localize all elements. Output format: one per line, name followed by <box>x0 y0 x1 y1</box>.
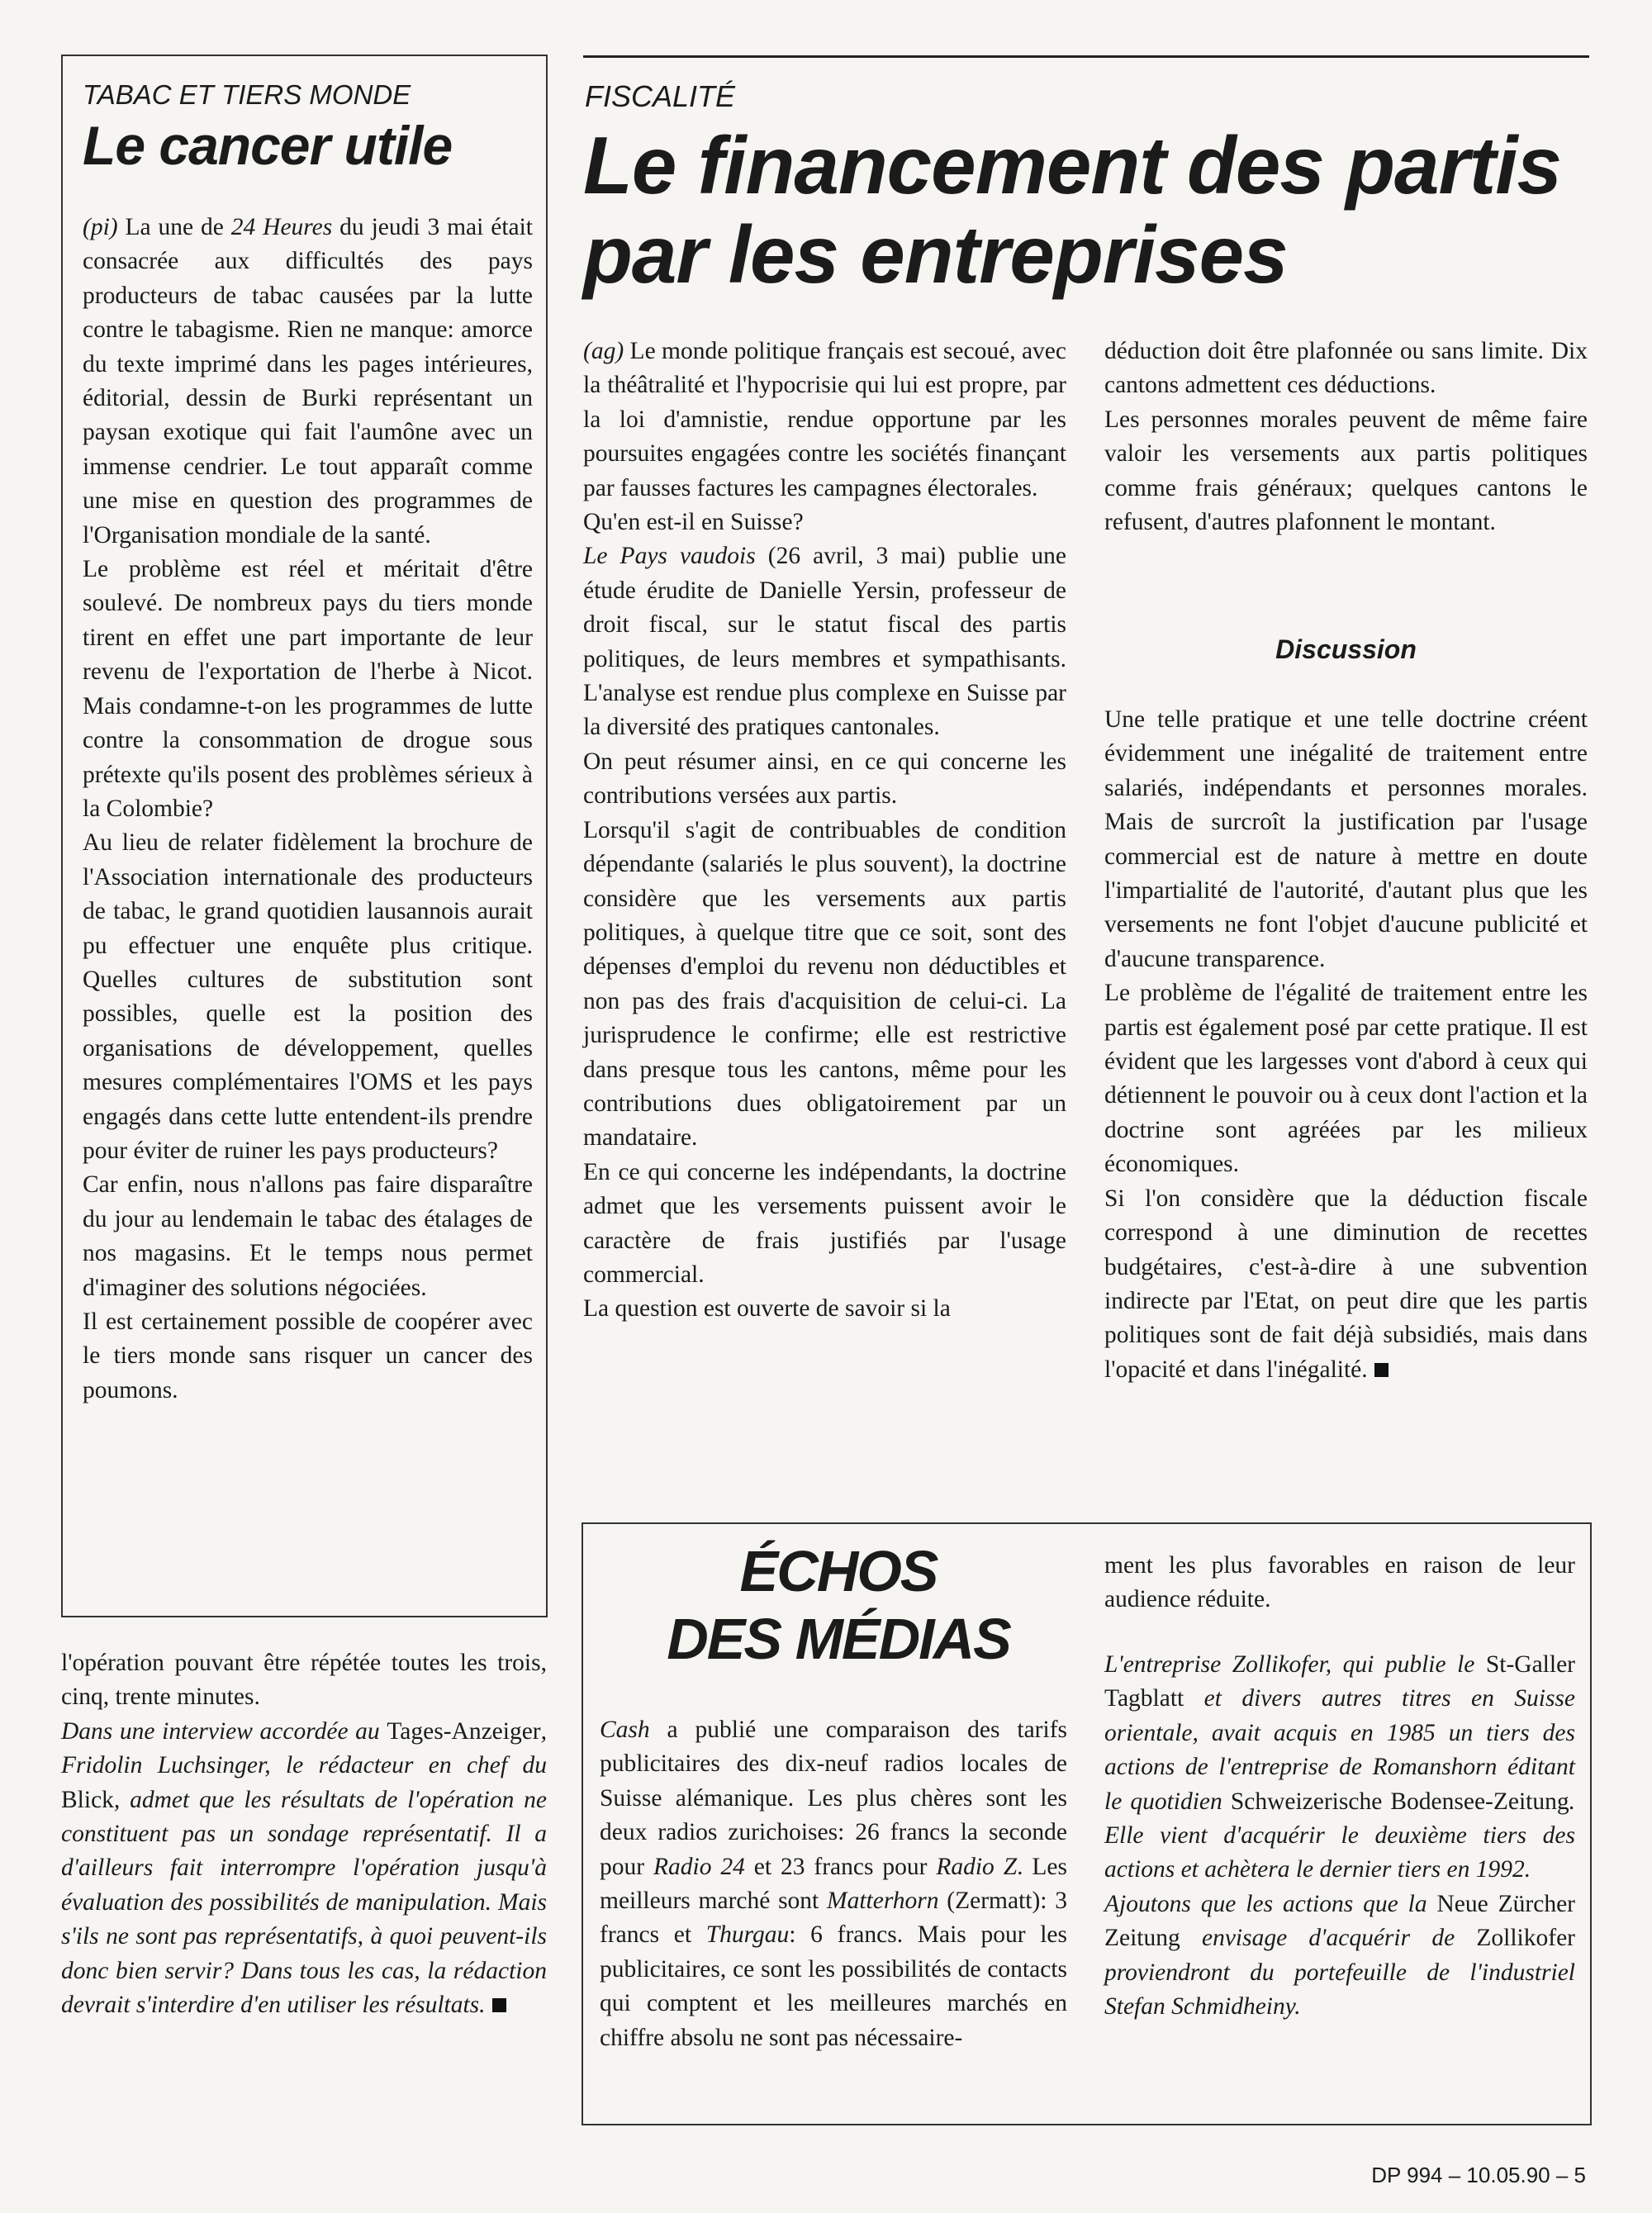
end-square-icon <box>1374 1363 1389 1377</box>
echos-col1 <box>600 1713 1067 2055</box>
italic-span: Matterhorn <box>827 1888 939 1915</box>
echos-col2-a <box>1104 1549 1575 1617</box>
italic-span: 24 Heures <box>230 214 333 240</box>
text-span: . Les meilleurs marché sont <box>600 1853 1067 1915</box>
text-span: du jeudi 3 mai était consacrée aux difficultés des pays producteurs de tabac causées par la lutte contre le tabagisme. Rien ne manque: amorce du texte imprimé dans les pages intérieures, éditorial, dessin de Burki représentant un paysan exotique qui fait l'aumône avec un immense cendrier. Le tout apparaît comme une mise en question des programmes de l'Organisation mondiale de la santé. <box>83 214 534 549</box>
text-span: Blick <box>61 1786 114 1813</box>
paragraph: On peut résumer ainsi, en ce qui concerne les contributions versées aux partis. <box>583 748 1066 810</box>
paragraph: Si l'on considère que la déduction fiscale correspond à une diminution de recettes budgétaires, c'est-à-dire à une subvention indirecte par l'Etat, on peut dire que les partis politiques sont de fait déjà subsidiés, mais dans l'opacité et dans l'inégalité. <box>1104 1185 1588 1383</box>
main-article-col1 <box>583 335 1066 1327</box>
paragraph: Lorsqu'il s'agit de contribuables de condition dépendante (salariés le plus souvent), la doctrine considère que les versements aux partis politiques, à quelque titre que ce soit, sont des dépenses d'emploi du revenu non déductibles et non pas des frais d'acquisition de celui-ci. La jurisprudence le confirme; elle est restrictive dans presque tous les cantons, même pour les contributions dues obligatoirement par un mandataire. <box>583 816 1066 1152</box>
paragraph <box>1104 1888 1575 2025</box>
italic-span: Radio Z <box>936 1853 1018 1880</box>
main-article-title-line1: Le financement des partis <box>583 120 1562 211</box>
left-continued-body <box>61 1646 547 2022</box>
text-span: Neue Zürcher Zeitung <box>1104 1890 1575 1952</box>
paragraph: Qu'en est-il en Suisse? <box>583 509 804 536</box>
main-article-kicker: FISCALITÉ <box>585 79 736 113</box>
page-footer: DP 994 – 10.05.90 – 5 <box>1371 2163 1586 2187</box>
main-article-top-rule <box>583 55 1589 58</box>
italic-span: envisage d'acquérir de <box>1180 1925 1477 1952</box>
text-span: Le monde politique français est secoué, avec la théâtralité et l'hypocrisie qui lui est propre, par la loi d'amnistie, rendue opportune par les poursuites engagées contre les sociétés finançant par fausses factures les campagnes électorales. <box>583 338 1066 501</box>
paragraph: déduction doit être plafonnée ou sans limite. Dix cantons admettent ces déductions. <box>1104 338 1588 399</box>
text-span: St-Galler Tagblatt <box>1104 1651 1575 1712</box>
paragraph <box>600 1713 1067 2055</box>
paragraph <box>1104 1648 1575 1888</box>
discussion-subheading: Discussion <box>1275 634 1417 664</box>
text-span: Tages-Anzeiger <box>387 1717 541 1745</box>
italic-span: proviendront du portefeuille de l'industriel Stefan Schmidheiny. <box>1104 1959 1575 2021</box>
italic-span: Le Pays vaudois <box>583 543 756 570</box>
main-article-col2-b <box>1104 703 1588 1387</box>
italic-span: . Elle vient d'acquérir le deuxième tiers des actions et achètera le dernier tiers en 1992. <box>1104 1788 1575 1883</box>
paragraph <box>61 1715 547 2023</box>
paragraph: l'opération pouvant être répétée toutes les trois, cinq, trente minutes. <box>61 1650 547 1711</box>
paragraph: Une telle pratique et une telle doctrine créent évidemment une inégalité de traitement entre salariés, indépendants et personnes morales. Mais de surcroît la justification par l'usage commercial est de nature à mettre en doute l'impartialité de l'autorité, d'autant plus que les versements ne font l'objet d'aucune publicité et d'aucune transparence. <box>1104 706 1588 972</box>
italic-span: Cash <box>600 1717 650 1743</box>
text-span: La une de <box>117 214 231 240</box>
italic-span: (ag) <box>583 338 624 364</box>
paragraph: Les personnes morales peuvent de même faire valoir les versements aux partis politiques comme frais généraux; quelques cantons le refusent, d'autres plafonnent le montant. <box>1104 406 1588 536</box>
text-span: Schweizerische Bodensee-Zeitung <box>1230 1788 1569 1815</box>
paragraph: ment les plus favorables en raison de leur audience réduite. <box>1104 1552 1575 1613</box>
paragraph: En ce qui concerne les indépendants, la doctrine admet que les versements puissent avoir le caractère de frais justifiés par l'usage commercial. <box>583 1158 1066 1288</box>
paragraph: La question est ouverte de savoir si la <box>583 1295 951 1323</box>
left-article-body <box>83 211 533 1408</box>
main-article-col2-a <box>1104 335 1588 539</box>
paragraph <box>583 335 1066 506</box>
italic-span: , Fridolin Luchsinger, le rédacteur en chef du <box>61 1717 547 1779</box>
paragraph: Le problème de l'égalité de traitement entre les partis est également posé par cette pratique. Il est évident que les largesses vont d'abord à ceux qui détiennent le pouvoir ou à ceux dont l'action et la doctrine sont agréées par les milieux économiques. <box>1104 980 1588 1178</box>
text-span: : 6 francs. Mais pour les publicitaires, ce sont les possibilités de contacts qui comptent et les meilleures marchés en chiffre absolu ne sont pas nécessaire- <box>600 1921 1067 2051</box>
italic-span: L'entreprise Zollikofer, qui publie le <box>1104 1651 1486 1678</box>
italic-span: Thurgau <box>705 1921 790 1949</box>
left-article-title: Le cancer utile <box>83 115 453 176</box>
italic-span: Radio 24 <box>653 1853 745 1880</box>
text-span: a publié une comparaison des tarifs publicitaires des dix-neuf radios locales de Suisse alémanique. Les plus chères sont les deux radios zurichoises: 26 francs la seconde pour <box>600 1717 1067 1880</box>
italic-span: (pi) <box>83 214 118 240</box>
paragraph: Il est certainement possible de coopérer avec le tiers monde sans risquer un cancer des poumons. <box>83 1308 533 1403</box>
echos-title-line1: ÉCHOS <box>739 1539 938 1603</box>
text-span: (26 avril, 3 mai) publie une étude érudite de Danielle Yersin, professeur de droit fiscal, sur le statut fiscal des partis politiques, de leurs membres et sympathisants. L'analyse est rendue plus complexe en Suisse par la diversité des pratiques cantonales. <box>583 543 1066 741</box>
text-span: (Zermatt): 3 francs et <box>600 1888 1067 1949</box>
paragraph: Car enfin, nous n'allons pas faire disparaître du jour au lendemain le tabac des étalages de nos magasins. Et le temps nous permet d'imaginer des solutions négociées. <box>83 1171 533 1301</box>
text-span: et 23 francs pour <box>744 1853 937 1880</box>
echos-col2-b <box>1104 1648 1575 2024</box>
paragraph: Le problème est réel et méritait d'être soulevé. De nombreux pays du tiers monde tirent en effet une part importante de leur revenu de l'exportation de l'herbe à Nicot. Mais condamne-t-on les programmes de lutte contre la consommation de drogue sous prétexte qu'ils posent des problèmes sérieux à la Colombie? <box>83 556 533 822</box>
italic-span: et divers autres titres en Suisse orientale, avait acquis en 1985 un tiers des actions de l'entreprise de Romanshorn éditant le quotidien <box>1104 1685 1575 1815</box>
italic-span: Ajoutons que les actions que la <box>1104 1890 1437 1917</box>
italic-span: Dans une interview accordée au <box>61 1717 387 1745</box>
paragraph <box>583 539 1066 744</box>
main-article-title-line2: par les entreprises <box>583 209 1288 300</box>
left-article-kicker: TABAC ET TIERS MONDE <box>83 79 411 110</box>
end-square-icon <box>492 1998 506 2012</box>
paragraph <box>83 211 533 553</box>
text-span: Zollikofer <box>1476 1925 1575 1952</box>
italic-span: , admet que les résultats de l'opération ne constituent pas un sondage représentatif. Il a d'ailleurs fait interrompre l'opération jusqu'à évaluation des possibilités de manipulation. Mais s'ils ne sont pas représentatifs, à quoi peuvent-ils donc bien servir? Dans tous les cas, la rédaction devrait s'interdire d'en utiliser les résultats. <box>61 1786 547 2019</box>
paragraph: Au lieu de relater fidèlement la brochure de l'Association internationale des producteurs de tabac, le grand quotidien lausannois aurait pu effectuer une enquête plus critique. Quelles cultures de substitution sont possibles, quelle est la position des organisations de développement, quelles mesures complémentaires l'OMS et les pays engagés dans cette lutte entendent-ils prendre pour éviter de ruiner les pays producteurs? <box>83 829 533 1164</box>
echos-title-line2: DES MÉDIAS <box>667 1607 1010 1671</box>
